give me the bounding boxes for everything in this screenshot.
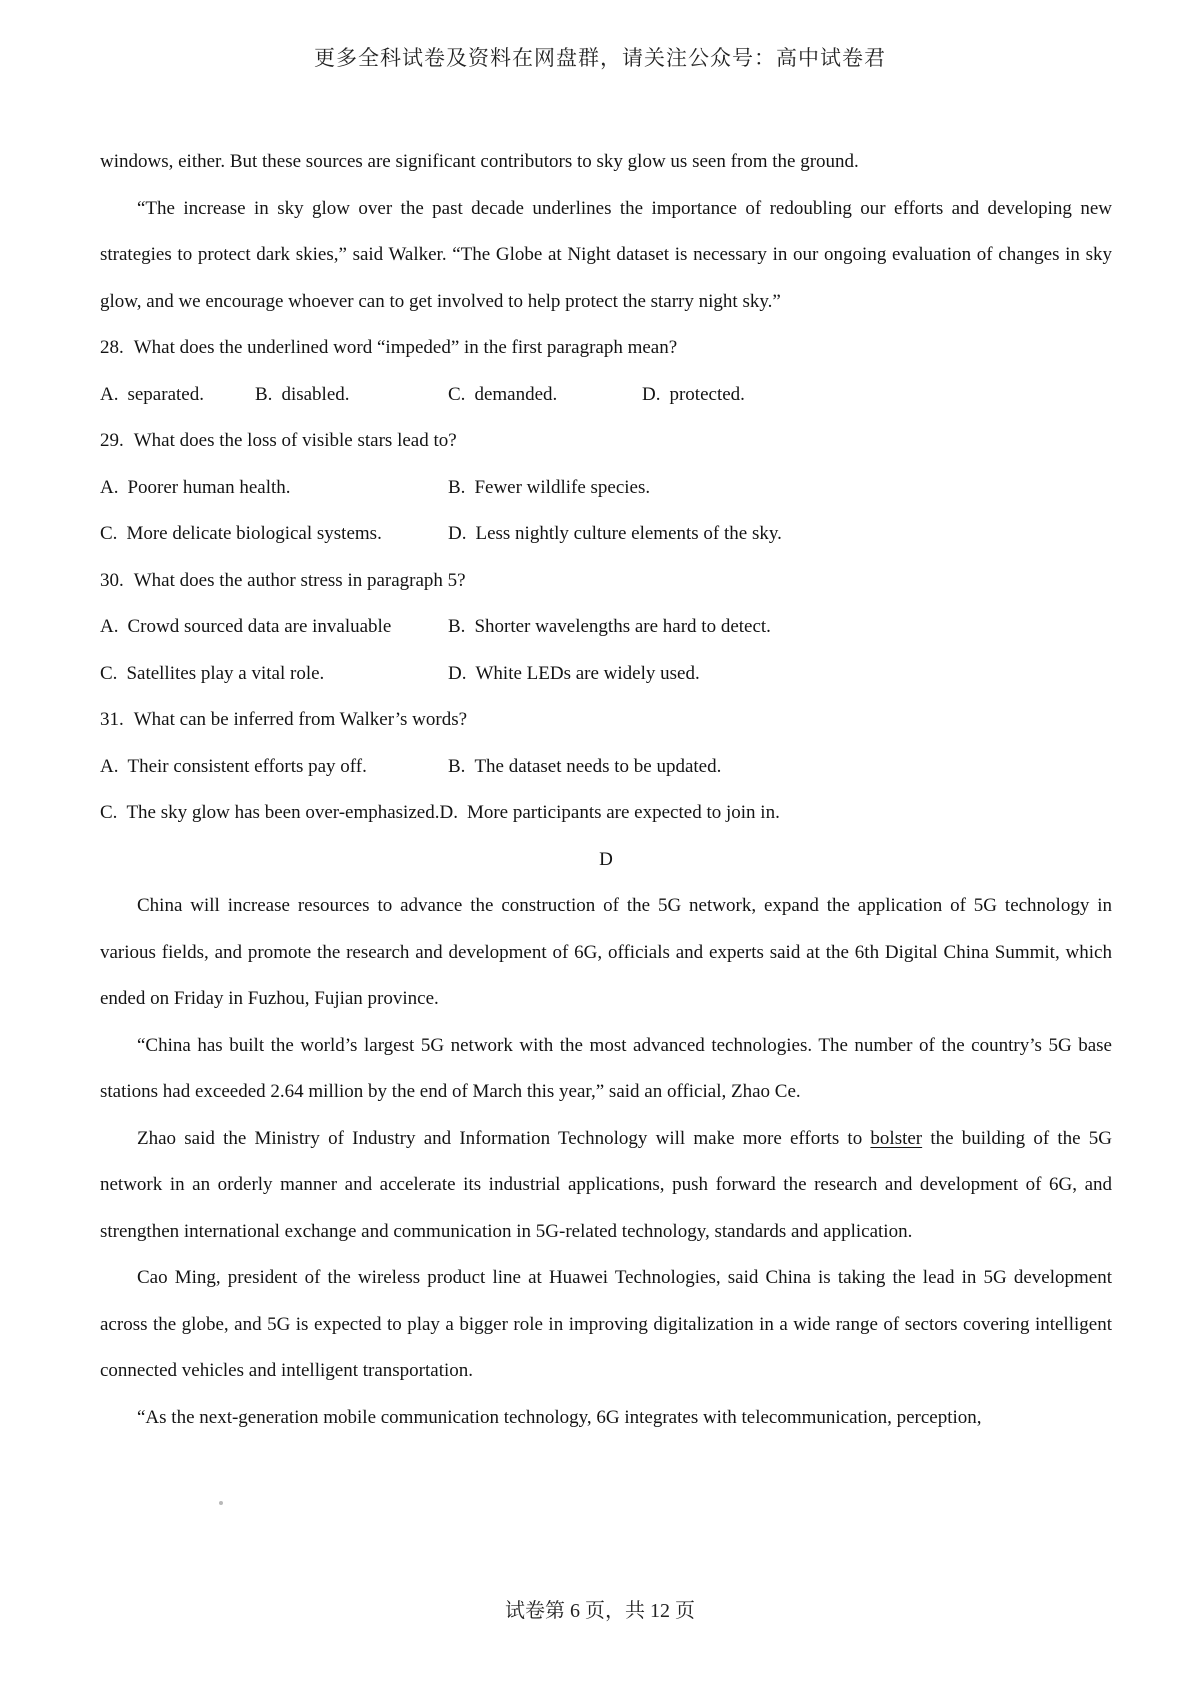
option-28-d-label: D. bbox=[642, 383, 661, 405]
question-30-number: 30. bbox=[100, 569, 124, 591]
question-30-options-cd bbox=[100, 651, 1112, 698]
option-29-d-text: Less nightly culture elements of the sky. bbox=[475, 523, 782, 544]
question-30-options-ab bbox=[100, 604, 1112, 651]
paragraph-3-before-underline: Zhao said the Ministry of Industry and Information Technology will make more efforts to bbox=[137, 1127, 871, 1149]
paragraph-3-after-underline: the building of the 5G network in an orderly manner and accelerate its industrial applications, push forward the research and development of 6G, and strengthen international exchange and communication in 5G-related technology, standards and application. bbox=[100, 1127, 1112, 1242]
option-28-c bbox=[448, 372, 642, 419]
option-30-d-text: White LEDs are widely used. bbox=[475, 662, 700, 684]
question-31-options-ab bbox=[100, 744, 1112, 791]
option-30-c bbox=[100, 651, 448, 698]
scan-artifact-dot bbox=[219, 1501, 223, 1505]
question-28-stem bbox=[100, 325, 1112, 372]
option-31-d bbox=[439, 790, 779, 837]
option-29-b-text: Fewer wildlife species. bbox=[474, 476, 651, 498]
option-31-c-text: The sky glow has been over-emphasized. bbox=[126, 802, 440, 823]
option-31-d-label: D. bbox=[439, 802, 458, 823]
option-30-c-label: C. bbox=[100, 662, 118, 684]
question-29-number: 29. bbox=[100, 430, 124, 451]
option-31-a-label: A. bbox=[100, 755, 119, 777]
question-31-stem bbox=[100, 697, 1112, 744]
option-29-b-label: B. bbox=[448, 476, 466, 498]
option-28-d-text: protected. bbox=[669, 383, 745, 405]
question-31-options-cd bbox=[100, 790, 1112, 837]
option-28-a-label: A. bbox=[100, 383, 119, 405]
underlined-word-bolster: bolster bbox=[870, 1127, 923, 1149]
option-28-b-label: B. bbox=[255, 383, 273, 405]
question-31-number: 31. bbox=[100, 709, 124, 730]
option-30-c-text: Satellites play a vital role. bbox=[126, 662, 325, 684]
passage-d-paragraph-1: China will increase resources to advance the construction of the 5G network, expand the application of 5G technology in various fields, and promote the research and development of 6G, officials and experts said at the 6th Digital China Summit, which ended on Friday in Fuzhou, Fujian province. bbox=[100, 895, 1112, 1009]
option-31-c bbox=[100, 790, 439, 837]
option-28-c-text: demanded. bbox=[474, 383, 558, 405]
option-29-c bbox=[100, 511, 448, 558]
passage-c-walker-quote: “The increase in sky glow over the past decade underlines the importance of redoubling our efforts and developing new strategies to protect dark skies,” said Walker. “The Globe at Night dataset is necessary in our ongoing evaluation of changes in sky glow, and we encourage whoever can to get involved to help protect the starry night sky.” bbox=[100, 197, 1112, 312]
section-d-heading: D bbox=[599, 848, 613, 870]
option-31-b bbox=[448, 744, 721, 791]
passage-d-paragraph-5-partial: “As the next-generation mobile communication technology, 6G integrates with telecommunication, perception, bbox=[137, 1406, 982, 1428]
option-28-a-text: separated. bbox=[127, 383, 204, 405]
question-29-options-cd bbox=[100, 511, 1112, 558]
option-30-b bbox=[448, 604, 771, 651]
option-30-a-label: A. bbox=[100, 616, 119, 637]
header-promo-text: 更多全科试卷及资料在网盘群，请关注公众号：高中试卷君 bbox=[314, 46, 886, 70]
option-29-b bbox=[448, 465, 650, 512]
option-31-b-label: B. bbox=[448, 755, 466, 777]
option-31-c-label: C. bbox=[100, 802, 118, 823]
question-31-text: What can be inferred from Walker’s words? bbox=[133, 709, 468, 730]
option-30-b-label: B. bbox=[448, 616, 466, 637]
option-28-c-label: C. bbox=[448, 383, 466, 405]
option-30-a bbox=[100, 604, 448, 651]
option-31-a bbox=[100, 744, 448, 791]
question-29-text: What does the loss of visible stars lead to? bbox=[133, 430, 457, 451]
question-29-stem bbox=[100, 418, 1112, 465]
option-29-a-label: A. bbox=[100, 476, 119, 498]
option-30-b-text: Shorter wavelengths are hard to detect. bbox=[474, 616, 771, 637]
option-29-c-label: C. bbox=[100, 523, 118, 544]
question-30-text: What does the author stress in paragraph 5? bbox=[133, 569, 466, 591]
question-28-text: What does the underlined word “impeded” in the first paragraph mean? bbox=[133, 337, 678, 358]
option-28-b-text: disabled. bbox=[281, 383, 350, 405]
option-31-d-text: More participants are expected to join in. bbox=[466, 802, 780, 823]
option-28-b bbox=[255, 372, 448, 419]
passage-d-paragraph-2: “China has built the world’s largest 5G network with the most advanced technologies. The number of the country’s 5G base stations had exceeded 2.64 million by the end of March this year,” said an official, Zhao Ce. bbox=[100, 1034, 1112, 1102]
question-28-options bbox=[100, 372, 1112, 419]
question-30-stem bbox=[100, 558, 1112, 605]
passage-c-tail-line: windows, either. But these sources are significant contributors to sky glow us seen from the ground. bbox=[100, 151, 859, 172]
option-29-a-text: Poorer human health. bbox=[127, 476, 291, 498]
option-30-d-label: D. bbox=[448, 662, 467, 684]
question-28-number: 28. bbox=[100, 337, 124, 358]
option-29-d-label: D. bbox=[448, 523, 467, 544]
option-29-d bbox=[448, 511, 782, 558]
question-29-options-ab bbox=[100, 465, 1112, 512]
footer-page-number: 试卷第 6 页，共 12 页 bbox=[505, 1600, 695, 1622]
option-28-a bbox=[100, 372, 255, 419]
option-29-a bbox=[100, 465, 448, 512]
option-30-d bbox=[448, 651, 700, 698]
option-31-a-text: Their consistent efforts pay off. bbox=[127, 755, 367, 777]
passage-d-paragraph-4: Cao Ming, president of the wireless product line at Huawei Technologies, said China is taking the lead in 5G development across the globe, and 5G is expected to play a bigger role in improving digitalization in a wide range of sectors covering intelligent connected vehicles and intelligent transportation. bbox=[100, 1267, 1112, 1381]
option-29-c-text: More delicate biological systems. bbox=[126, 523, 382, 544]
page-content bbox=[100, 139, 1112, 1441]
passage-d-paragraph-3 bbox=[100, 1116, 1112, 1256]
option-31-b-text: The dataset needs to be updated. bbox=[474, 755, 722, 777]
option-30-a-text: Crowd sourced data are invaluable bbox=[127, 616, 392, 637]
option-28-d bbox=[642, 372, 745, 419]
